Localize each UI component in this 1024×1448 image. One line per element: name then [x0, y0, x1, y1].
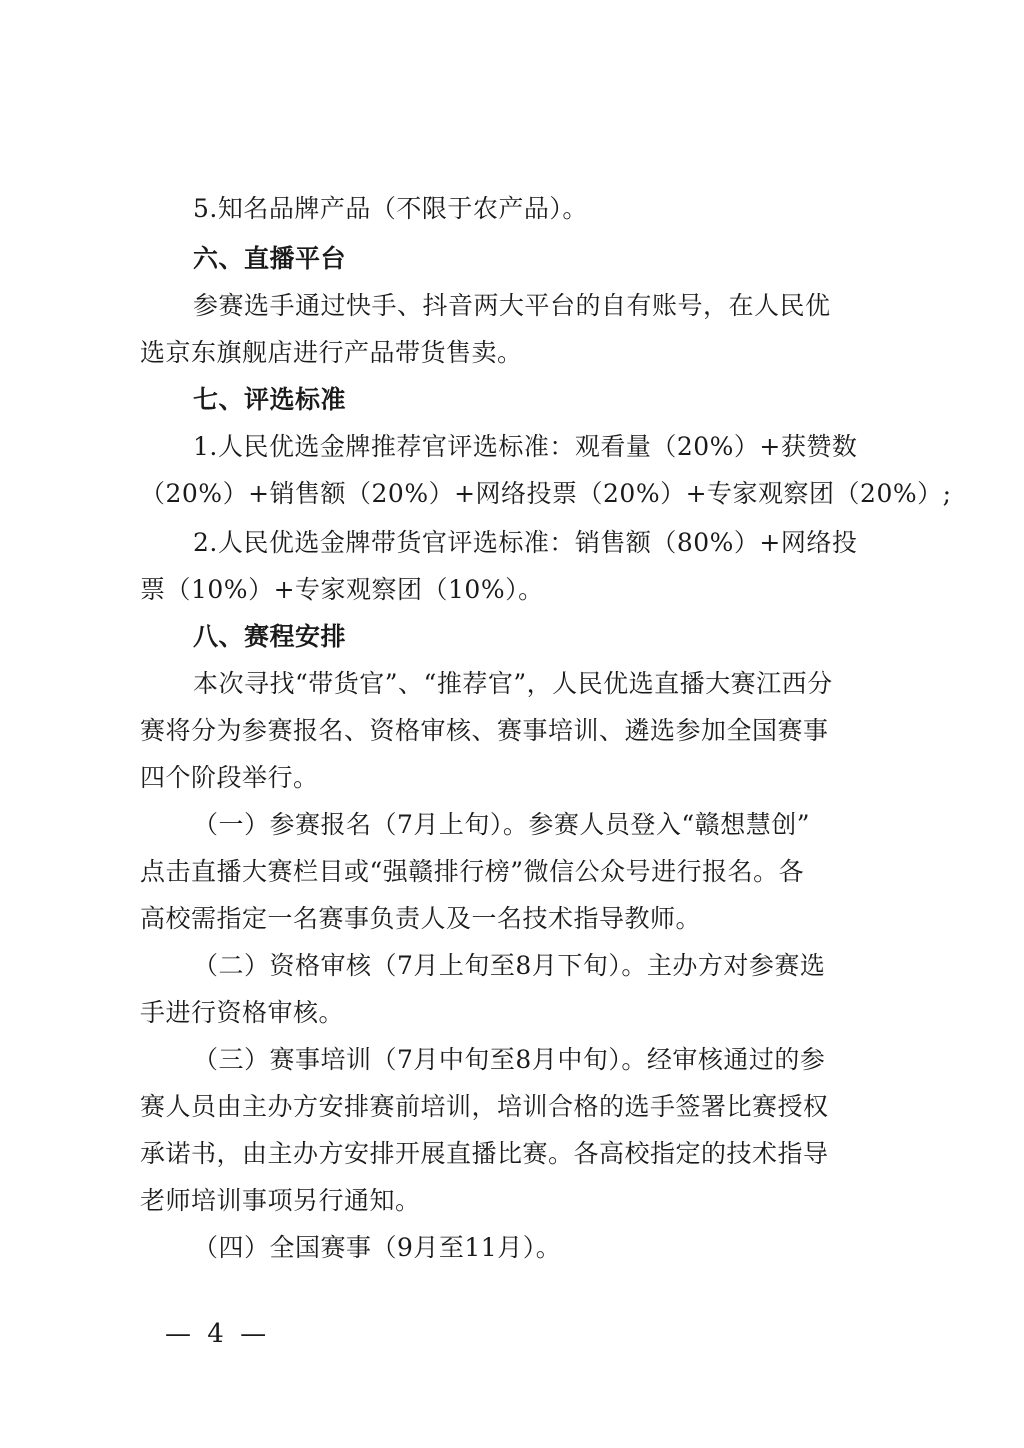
page-number: — 4 — [165, 1319, 271, 1349]
paragraph-line: 四个阶段举行。 [140, 763, 319, 792]
paragraph-line: 1.人民优选金牌推荐官评选标准：观看量（20%）+获赞数 [193, 432, 858, 461]
paragraph-line: 老师培训事项另行通知。 [140, 1186, 421, 1215]
paragraph-line: （四）全国赛事（9月至11月）。 [193, 1233, 562, 1262]
section-heading-schedule: 八、赛程安排 [193, 622, 347, 651]
paragraph-line: （20%）+销售额（20%）+网络投票（20%）+专家观察团（20%）; [140, 479, 952, 508]
section-heading-live-platform: 六、直播平台 [193, 244, 347, 273]
paragraph-line: 本次寻找“带货官”、“推荐官”，人民优选直播大赛江西分 [193, 669, 833, 698]
section-heading-criteria: 七、评选标准 [193, 385, 347, 414]
paragraph-line: 高校需指定一名赛事负责人及一名技术指导教师。 [140, 904, 702, 933]
paragraph-line: 票（10%）+专家观察团（10%）。 [140, 575, 544, 604]
paragraph-line: 2.人民优选金牌带货官评选标准：销售额（80%）+网络投 [193, 528, 858, 557]
paragraph-line: 参赛选手通过快手、抖音两大平台的自有账号，在人民优 [193, 291, 831, 320]
paragraph-line: （二）资格审核（7月上旬至8月下旬）。主办方对参赛选 [193, 951, 826, 980]
paragraph-line: （一）参赛报名（7月上旬）。参赛人员登入“赣想慧创” [193, 810, 810, 839]
paragraph-line: 选京东旗舰店进行产品带货售卖。 [140, 338, 523, 367]
paragraph-line: 赛将分为参赛报名、资格审核、赛事培训、遴选参加全国赛事 [140, 716, 829, 745]
paragraph-line: 承诺书，由主办方安排开展直播比赛。各高校指定的技术指导 [140, 1139, 829, 1168]
paragraph-line: 赛人员由主办方安排赛前培训，培训合格的选手签署比赛授权 [140, 1092, 829, 1121]
paragraph-line: 手进行资格审核。 [140, 998, 345, 1027]
list-item-famous-brand: 5.知名品牌产品（不限于农产品）。 [193, 194, 588, 223]
paragraph-line: （三）赛事培训（7月中旬至8月中旬）。经审核通过的参 [193, 1045, 826, 1074]
paragraph-line: 点击直播大赛栏目或“强赣排行榜”微信公众号进行报名。各 [140, 857, 805, 886]
